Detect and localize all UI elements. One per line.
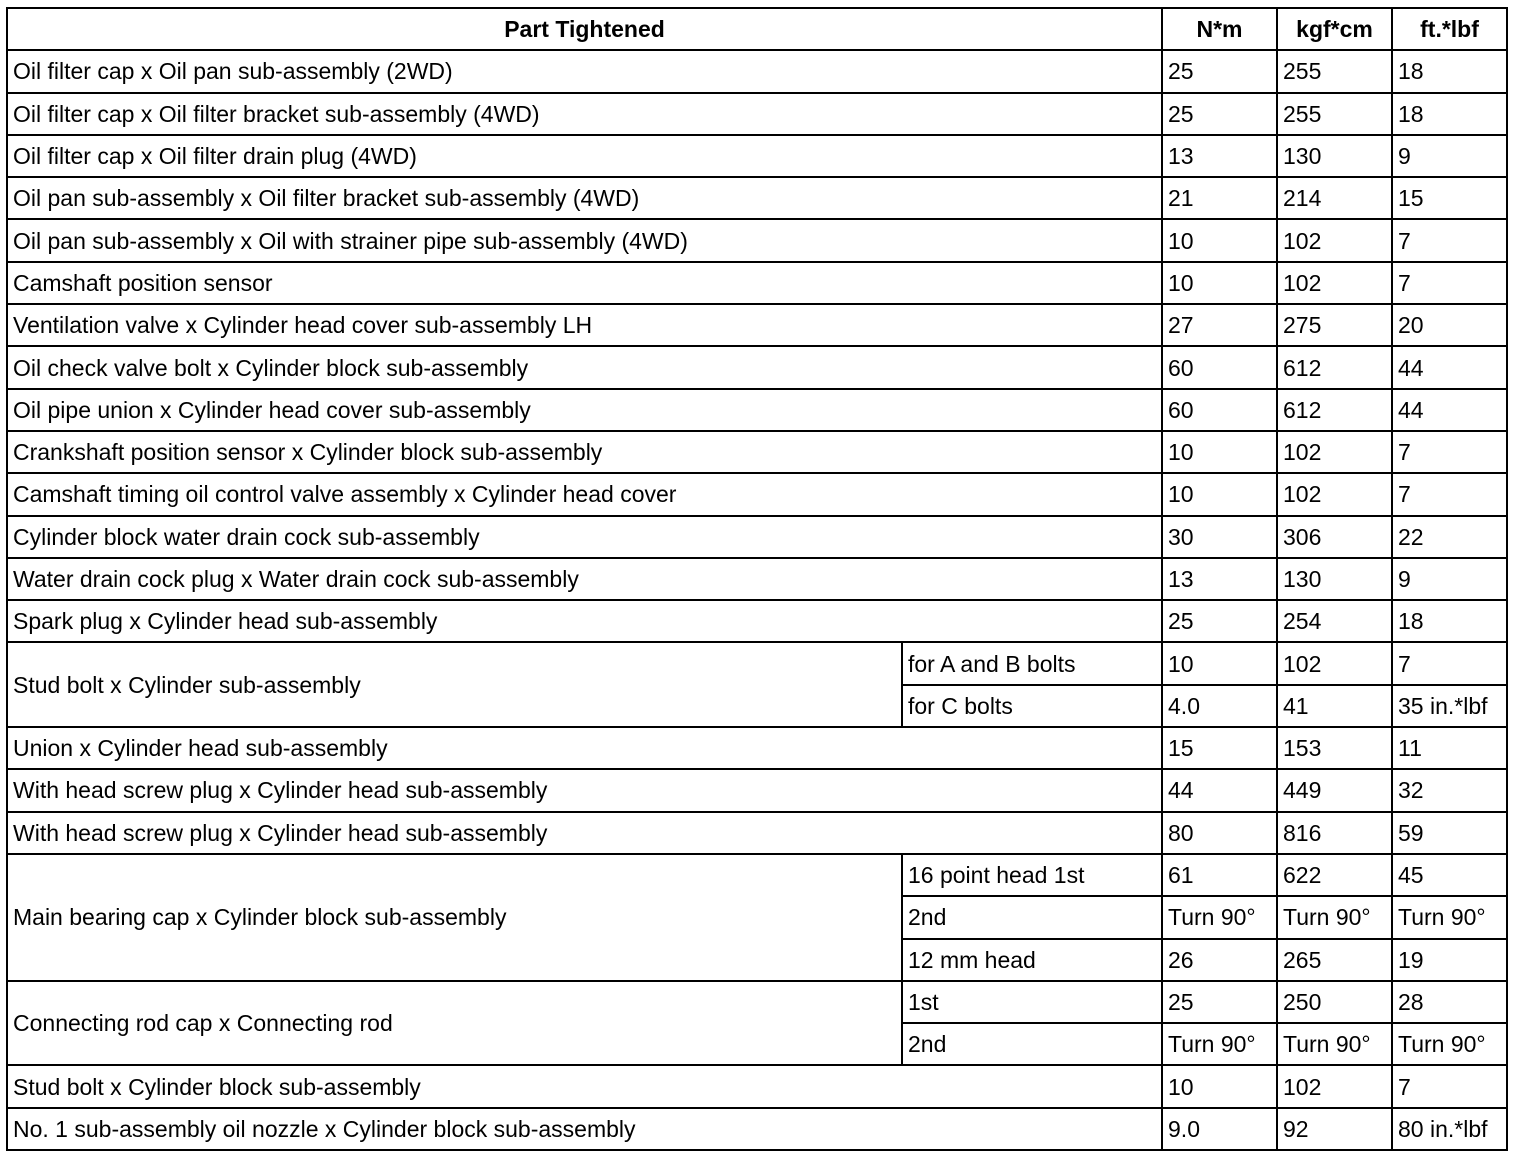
part-cell: No. 1 sub-assembly oil nozzle x Cylinder block sub-assembly bbox=[7, 1108, 1162, 1150]
table-row bbox=[7, 177, 1507, 219]
nm-cell: 25 bbox=[1162, 981, 1277, 1023]
part-cell: Stud bolt x Cylinder block sub-assembly bbox=[7, 1065, 1162, 1107]
ft-lbf-cell: 44 bbox=[1392, 346, 1507, 388]
kgf-cm-cell: 265 bbox=[1277, 939, 1392, 981]
kgf-cm-cell: 102 bbox=[1277, 642, 1392, 684]
part-cell: Main bearing cap x Cylinder block sub-assembly bbox=[7, 854, 902, 981]
part-cell: Oil pipe union x Cylinder head cover sub-assembly bbox=[7, 389, 1162, 431]
kgf-cm-cell: 306 bbox=[1277, 516, 1392, 558]
table-row bbox=[7, 769, 1507, 811]
ft-lbf-cell: Turn 90° bbox=[1392, 896, 1507, 938]
nm-cell: 21 bbox=[1162, 177, 1277, 219]
table-row bbox=[7, 346, 1507, 388]
part-cell: Cylinder block water drain cock sub-assembly bbox=[7, 516, 1162, 558]
table-row bbox=[7, 1065, 1507, 1107]
part-cell: Crankshaft position sensor x Cylinder block sub-assembly bbox=[7, 431, 1162, 473]
kgf-cm-cell: 255 bbox=[1277, 93, 1392, 135]
ft-lbf-cell: 59 bbox=[1392, 812, 1507, 854]
nm-cell: 4.0 bbox=[1162, 685, 1277, 727]
table-row bbox=[7, 304, 1507, 346]
nm-cell: 25 bbox=[1162, 50, 1277, 92]
table-body bbox=[7, 50, 1507, 1150]
table-row bbox=[7, 981, 1507, 1023]
kgf-cm-cell: 130 bbox=[1277, 558, 1392, 600]
part-cell: With head screw plug x Cylinder head sub-assembly bbox=[7, 812, 1162, 854]
header-row bbox=[7, 8, 1507, 50]
table-row bbox=[7, 854, 1507, 896]
table-row bbox=[7, 50, 1507, 92]
ft-lbf-cell: 44 bbox=[1392, 389, 1507, 431]
table-row bbox=[7, 558, 1507, 600]
nm-cell: 26 bbox=[1162, 939, 1277, 981]
table-row bbox=[7, 93, 1507, 135]
part-cell: Oil pan sub-assembly x Oil with strainer pipe sub-assembly (4WD) bbox=[7, 219, 1162, 261]
ft-lbf-cell: 18 bbox=[1392, 50, 1507, 92]
kgf-cm-cell: 102 bbox=[1277, 431, 1392, 473]
part-cell: Oil pan sub-assembly x Oil filter bracket sub-assembly (4WD) bbox=[7, 177, 1162, 219]
kgf-cm-cell: 250 bbox=[1277, 981, 1392, 1023]
ft-lbf-cell: 7 bbox=[1392, 431, 1507, 473]
table-row bbox=[7, 473, 1507, 515]
ft-lbf-cell: Turn 90° bbox=[1392, 1023, 1507, 1065]
nm-cell: Turn 90° bbox=[1162, 896, 1277, 938]
kgf-cm-cell: Turn 90° bbox=[1277, 896, 1392, 938]
ft-lbf-cell: 35 in.*lbf bbox=[1392, 685, 1507, 727]
kgf-cm-cell: 41 bbox=[1277, 685, 1392, 727]
kgf-cm-cell: 612 bbox=[1277, 346, 1392, 388]
header-kgf-cm: kgf*cm bbox=[1277, 8, 1392, 50]
nm-cell: 60 bbox=[1162, 346, 1277, 388]
nm-cell: 80 bbox=[1162, 812, 1277, 854]
ft-lbf-cell: 15 bbox=[1392, 177, 1507, 219]
part-cell: Camshaft timing oil control valve assembly x Cylinder head cover bbox=[7, 473, 1162, 515]
ft-lbf-cell: 20 bbox=[1392, 304, 1507, 346]
kgf-cm-cell: 622 bbox=[1277, 854, 1392, 896]
nm-cell: 13 bbox=[1162, 135, 1277, 177]
kgf-cm-cell: 102 bbox=[1277, 219, 1392, 261]
nm-cell: 25 bbox=[1162, 600, 1277, 642]
part-cell: Spark plug x Cylinder head sub-assembly bbox=[7, 600, 1162, 642]
nm-cell: 61 bbox=[1162, 854, 1277, 896]
ft-lbf-cell: 9 bbox=[1392, 135, 1507, 177]
table-row bbox=[7, 727, 1507, 769]
nm-cell: 25 bbox=[1162, 93, 1277, 135]
condition-cell: 1st bbox=[902, 981, 1162, 1023]
ft-lbf-cell: 18 bbox=[1392, 600, 1507, 642]
nm-cell: 10 bbox=[1162, 1065, 1277, 1107]
condition-cell: for A and B bolts bbox=[902, 642, 1162, 684]
table-row bbox=[7, 812, 1507, 854]
kgf-cm-cell: 92 bbox=[1277, 1108, 1392, 1150]
nm-cell: 10 bbox=[1162, 642, 1277, 684]
header-nm: N*m bbox=[1162, 8, 1277, 50]
kgf-cm-cell: 214 bbox=[1277, 177, 1392, 219]
part-cell: Oil filter cap x Oil pan sub-assembly (2WD) bbox=[7, 50, 1162, 92]
condition-cell: 2nd bbox=[902, 896, 1162, 938]
table-row bbox=[7, 135, 1507, 177]
nm-cell: 15 bbox=[1162, 727, 1277, 769]
table-row bbox=[7, 1108, 1507, 1150]
kgf-cm-cell: 275 bbox=[1277, 304, 1392, 346]
ft-lbf-cell: 11 bbox=[1392, 727, 1507, 769]
ft-lbf-cell: 7 bbox=[1392, 642, 1507, 684]
part-cell: Oil filter cap x Oil filter drain plug (4WD) bbox=[7, 135, 1162, 177]
nm-cell: 10 bbox=[1162, 431, 1277, 473]
ft-lbf-cell: 7 bbox=[1392, 219, 1507, 261]
kgf-cm-cell: 102 bbox=[1277, 262, 1392, 304]
table-row bbox=[7, 219, 1507, 261]
kgf-cm-cell: Turn 90° bbox=[1277, 1023, 1392, 1065]
ft-lbf-cell: 45 bbox=[1392, 854, 1507, 896]
ft-lbf-cell: 7 bbox=[1392, 1065, 1507, 1107]
nm-cell: Turn 90° bbox=[1162, 1023, 1277, 1065]
nm-cell: 9.0 bbox=[1162, 1108, 1277, 1150]
kgf-cm-cell: 816 bbox=[1277, 812, 1392, 854]
kgf-cm-cell: 130 bbox=[1277, 135, 1392, 177]
kgf-cm-cell: 449 bbox=[1277, 769, 1392, 811]
part-cell: Union x Cylinder head sub-assembly bbox=[7, 727, 1162, 769]
nm-cell: 10 bbox=[1162, 262, 1277, 304]
ft-lbf-cell: 28 bbox=[1392, 981, 1507, 1023]
ft-lbf-cell: 32 bbox=[1392, 769, 1507, 811]
part-cell: Connecting rod cap x Connecting rod bbox=[7, 981, 902, 1066]
part-cell: Oil filter cap x Oil filter bracket sub-assembly (4WD) bbox=[7, 93, 1162, 135]
condition-cell: 12 mm head bbox=[902, 939, 1162, 981]
kgf-cm-cell: 153 bbox=[1277, 727, 1392, 769]
part-cell: Ventilation valve x Cylinder head cover sub-assembly LH bbox=[7, 304, 1162, 346]
ft-lbf-cell: 18 bbox=[1392, 93, 1507, 135]
torque-spec-table bbox=[6, 7, 1508, 1151]
table-row bbox=[7, 516, 1507, 558]
nm-cell: 30 bbox=[1162, 516, 1277, 558]
table-row bbox=[7, 431, 1507, 473]
kgf-cm-cell: 102 bbox=[1277, 1065, 1392, 1107]
ft-lbf-cell: 19 bbox=[1392, 939, 1507, 981]
part-cell: Stud bolt x Cylinder sub-assembly bbox=[7, 642, 902, 727]
part-cell: Camshaft position sensor bbox=[7, 262, 1162, 304]
table-row bbox=[7, 389, 1507, 431]
header-ft-lbf: ft.*lbf bbox=[1392, 8, 1507, 50]
kgf-cm-cell: 612 bbox=[1277, 389, 1392, 431]
part-cell: Oil check valve bolt x Cylinder block sub-assembly bbox=[7, 346, 1162, 388]
condition-cell: 16 point head 1st bbox=[902, 854, 1162, 896]
kgf-cm-cell: 255 bbox=[1277, 50, 1392, 92]
condition-cell: 2nd bbox=[902, 1023, 1162, 1065]
ft-lbf-cell: 80 in.*lbf bbox=[1392, 1108, 1507, 1150]
table-row bbox=[7, 642, 1507, 684]
table-row bbox=[7, 262, 1507, 304]
nm-cell: 10 bbox=[1162, 219, 1277, 261]
ft-lbf-cell: 9 bbox=[1392, 558, 1507, 600]
part-cell: Water drain cock plug x Water drain cock sub-assembly bbox=[7, 558, 1162, 600]
kgf-cm-cell: 254 bbox=[1277, 600, 1392, 642]
part-cell: With head screw plug x Cylinder head sub-assembly bbox=[7, 769, 1162, 811]
nm-cell: 60 bbox=[1162, 389, 1277, 431]
ft-lbf-cell: 7 bbox=[1392, 473, 1507, 515]
nm-cell: 44 bbox=[1162, 769, 1277, 811]
kgf-cm-cell: 102 bbox=[1277, 473, 1392, 515]
header-part-tightened: Part Tightened bbox=[7, 8, 1162, 50]
nm-cell: 10 bbox=[1162, 473, 1277, 515]
nm-cell: 27 bbox=[1162, 304, 1277, 346]
nm-cell: 13 bbox=[1162, 558, 1277, 600]
condition-cell: for C bolts bbox=[902, 685, 1162, 727]
ft-lbf-cell: 7 bbox=[1392, 262, 1507, 304]
ft-lbf-cell: 22 bbox=[1392, 516, 1507, 558]
table-row bbox=[7, 600, 1507, 642]
